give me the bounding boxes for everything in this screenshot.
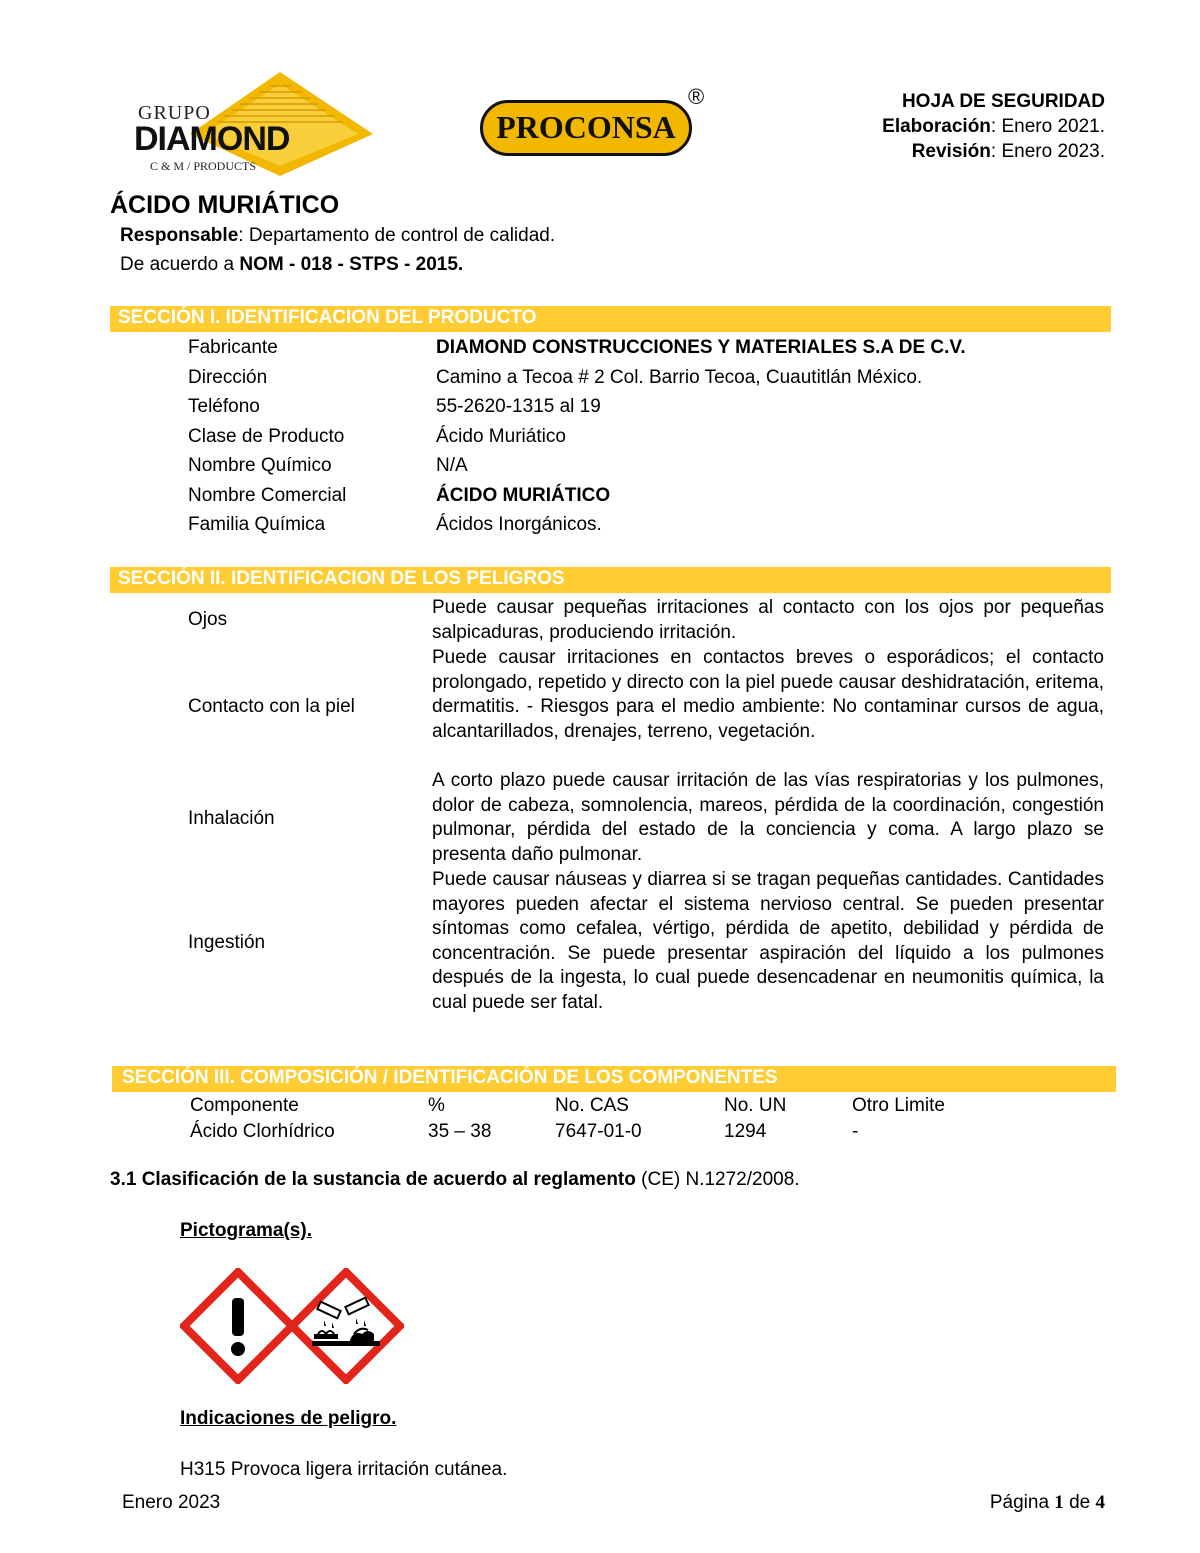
table-row bbox=[188, 336, 1108, 366]
responsable-line bbox=[120, 224, 555, 248]
logo-diamond-sub: C & M / PRODUCTS bbox=[150, 159, 257, 173]
pictogramas-heading: Pictograma(s). bbox=[180, 1220, 312, 1241]
row-label: Teléfono bbox=[188, 396, 260, 417]
composition-cell-otro: - bbox=[852, 1121, 859, 1142]
composition-cell-componente: Ácido Clorhídrico bbox=[190, 1121, 335, 1142]
composition-cell-cas: 7647-01-0 bbox=[555, 1121, 642, 1142]
responsable-value: : Departamento de control de calidad. bbox=[238, 225, 556, 246]
table-row bbox=[188, 366, 1108, 396]
footer-date: Enero 2023 bbox=[122, 1492, 221, 1513]
row-value: ÁCIDO MURIÁTICO bbox=[436, 484, 611, 506]
grupo-diamond-logo bbox=[128, 70, 373, 178]
row-label: Nombre Químico bbox=[188, 455, 332, 476]
elaboracion-line bbox=[882, 115, 1105, 139]
page-mid: de bbox=[1063, 1492, 1096, 1513]
classification-bold: 3.1 Clasificación de la sustancia de acuerdo al reglamento bbox=[110, 1169, 636, 1190]
product-title: ÁCIDO MURIÁTICO bbox=[110, 191, 340, 219]
row-label: Fabricante bbox=[188, 337, 278, 358]
row-value: N/A bbox=[436, 455, 468, 476]
row-label: Clase de Producto bbox=[188, 425, 345, 447]
row-value: DIAMOND CONSTRUCCIONES Y MATERIALES S.A DE C.V. bbox=[436, 337, 966, 358]
norma-prefix: De acuerdo a bbox=[120, 254, 240, 275]
row-label: Familia Química bbox=[188, 514, 326, 535]
hazard-text-ingestion: Puede causar náuseas y diarrea si se tragan pequeñas cantidades. Cantidades mayores pueden afectar el sistema nervioso central. Se pueden presentar síntomas como cefalea, vértigo, pérdida de apetito, debilidad y pérdida de concentración. Se puede presentar aspiración del líquido a los pulmones después de la ingesta, lo cual puede desencadenar en neumonitis química, la cual puede ser fatal. bbox=[432, 869, 1104, 1013]
composition-header-cas: No. CAS bbox=[555, 1095, 629, 1116]
table-row bbox=[188, 425, 1108, 455]
hazard-text-piel: Puede causar irritaciones en contactos breves o esporádicos; el contacto prolongado, repetido y directo con la piel puede causar deshidratación, eritema, dermatitis. - Riesgos para el medio ambiente: No contaminar cursos de agua, alcantarillados, drenajes, terreno, vegetación. bbox=[432, 647, 1104, 742]
row-value: Ácidos Inorgánicos. bbox=[436, 514, 602, 535]
norma-value: NOM - 018 - STPS - 2015. bbox=[239, 254, 464, 275]
hazard-label-inhalacion: Inhalación bbox=[188, 808, 275, 829]
indicaciones-heading: Indicaciones de peligro. bbox=[180, 1408, 397, 1429]
table-row bbox=[188, 484, 1108, 514]
page-total: 4 bbox=[1095, 1492, 1105, 1513]
hazard-statement: H315 Provoca ligera irritación cutánea. bbox=[180, 1459, 508, 1480]
proconsa-logo bbox=[480, 100, 696, 160]
hazard-text-ojos: Puede causar pequeñas irritaciones al contacto con los ojos por pequeñas salpicaduras, produciendo irritación. bbox=[432, 597, 1104, 643]
hazard-label-ojos: Ojos bbox=[188, 609, 228, 630]
norma-line bbox=[120, 253, 463, 277]
section-1-header: SECCIÓN I. IDENTIFICACION DEL PRODUCTO bbox=[110, 306, 1111, 332]
hazard-label-piel: Contacto con la piel bbox=[188, 696, 355, 717]
row-value: 55-2620-1315 al 19 bbox=[436, 396, 601, 417]
hazard-text-inhalacion: A corto plazo puede causar irritación de las vías respiratorias y los pulmones, dolor de cabeza, somnolencia, mareos, pérdida de la coordinación, congestión pulmonar, pérdida del estado de la conciencia y coma. A largo plazo se presenta daño pulmonar. bbox=[432, 770, 1104, 865]
section-3-header: SECCIÓN III. COMPOSICIÓN / IDENTIFICACIÓN DE LOS COMPONENTES bbox=[112, 1066, 1116, 1092]
revision-label: Revisión bbox=[911, 141, 991, 162]
composition-cell-percent: 35 – 38 bbox=[428, 1121, 492, 1142]
proconsa-text: PROCONSA bbox=[496, 109, 676, 145]
row-label: Dirección bbox=[188, 366, 268, 388]
section-1-table bbox=[188, 336, 1108, 543]
row-label: Nombre Comercial bbox=[188, 484, 347, 506]
row-value: Camino a Tecoa # 2 Col. Barrio Tecoa, Cuautitlán México. bbox=[436, 366, 923, 388]
responsable-label: Responsable bbox=[120, 225, 239, 246]
composition-cell-un: 1294 bbox=[724, 1121, 767, 1142]
composition-header-componente: Componente bbox=[190, 1095, 299, 1116]
table-row bbox=[188, 454, 1108, 484]
document-type-title: HOJA DE SEGURIDAD bbox=[901, 91, 1105, 112]
classification-normal: (CE) N.1272/2008. bbox=[635, 1169, 800, 1190]
revision-line bbox=[912, 140, 1105, 164]
table-row bbox=[188, 395, 1108, 425]
exclamation-icon bbox=[180, 1268, 296, 1389]
footer-page-number bbox=[990, 1491, 1105, 1515]
composition-header-un: No. UN bbox=[724, 1095, 787, 1116]
row-value: Ácido Muriático bbox=[436, 425, 566, 447]
section-2-header: SECCIÓN II. IDENTIFICACION DE LOS PELIGROS bbox=[110, 567, 1111, 593]
logo-grupo-text: GRUPO bbox=[138, 102, 211, 124]
table-row bbox=[188, 513, 1108, 543]
registered-mark: ® bbox=[688, 84, 705, 109]
logo-diamond-text: DIAMOND bbox=[134, 120, 290, 158]
revision-value: : Enero 2023. bbox=[990, 141, 1105, 162]
classification-line bbox=[110, 1168, 800, 1192]
corrosion-icon bbox=[288, 1268, 404, 1389]
page-current: 1 bbox=[1054, 1492, 1064, 1513]
composition-header-otro: Otro Limite bbox=[852, 1095, 945, 1116]
hazard-label-ingestion: Ingestión bbox=[188, 932, 266, 953]
page-prefix: Página bbox=[989, 1492, 1055, 1513]
elaboracion-label: Elaboración bbox=[882, 116, 991, 137]
elaboracion-value: : Enero 2021. bbox=[990, 116, 1105, 137]
composition-header-percent: % bbox=[428, 1095, 445, 1116]
